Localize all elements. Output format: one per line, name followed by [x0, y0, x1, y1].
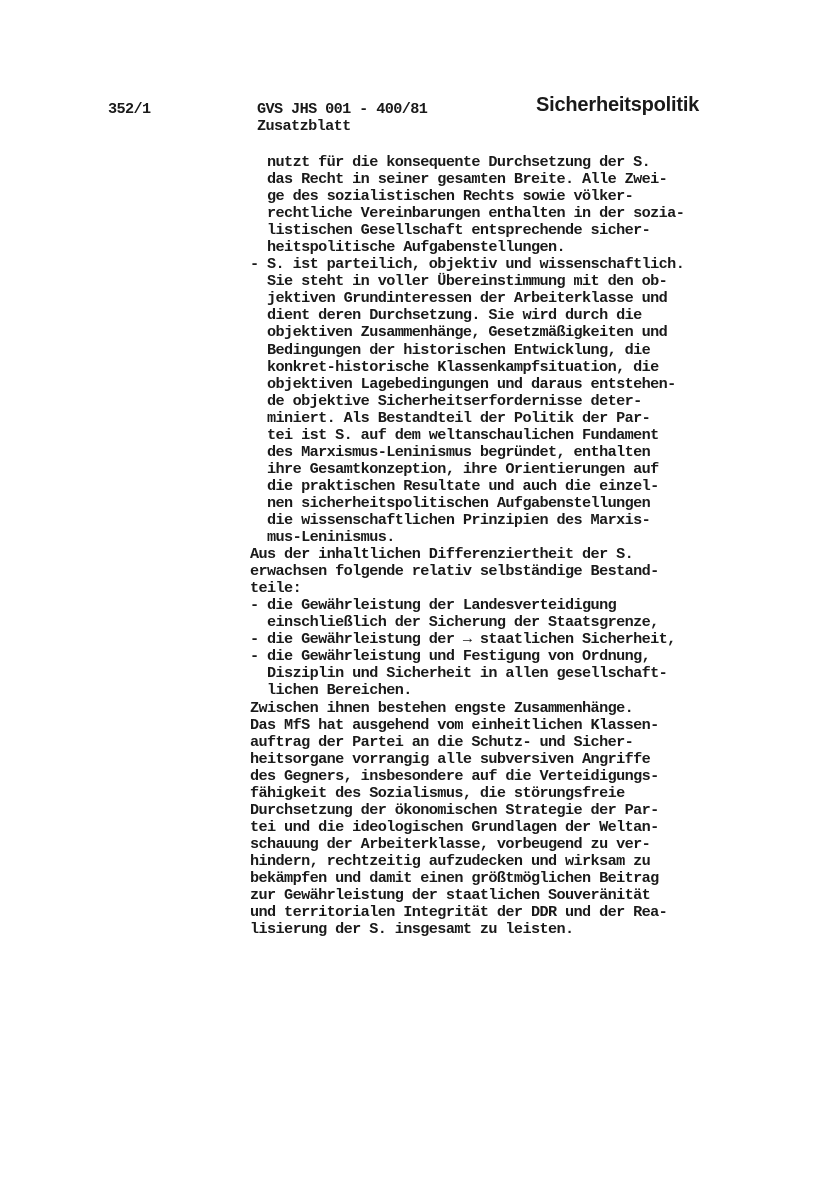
text-line: Disziplin und Sicherheit in allen gesellschaft- — [250, 664, 668, 683]
text-line: - die Gewährleistung und Festigung von Ordnung, — [250, 647, 651, 666]
text-line: auftrag der Partei an die Schutz- und Sicher- — [250, 732, 634, 751]
text-line: lichen Bereichen. — [250, 681, 412, 700]
text-line: die praktischen Resultate und auch die einzel- — [250, 476, 659, 495]
document-reference: GVS JHS 001 - 400/81 — [257, 100, 428, 118]
text-line: lisierung der S. insgesamt zu leisten. — [250, 920, 574, 939]
text-line: - die Gewährleistung der → staatlichen Sicherheit, — [250, 630, 676, 649]
text-line: Aus der inhaltlichen Differenziertheit der S. — [250, 545, 634, 564]
body-text — [250, 154, 684, 938]
text-line: rechtliche Vereinbarungen enthalten in der sozia- — [250, 204, 685, 223]
text-line: ihre Gesamtkonzeption, ihre Orientierungen auf — [250, 459, 659, 478]
text-line: einschließlich der Sicherung der Staatsgrenze, — [250, 613, 659, 632]
text-line: ge des sozialistischen Rechts sowie völker- — [250, 187, 634, 206]
text-line: - die Gewährleistung der Landesverteidigung — [250, 596, 617, 615]
text-line: jektiven Grundinteressen der Arbeiterklasse und — [250, 289, 668, 308]
text-line: das Recht in seiner gesamten Breite. Alle Zwei- — [250, 170, 668, 189]
text-line: mus-Leninismus. — [250, 528, 395, 547]
text-line: bekämpfen und damit einen größtmöglichen Beitrag — [250, 868, 659, 887]
text-line: dient deren Durchsetzung. Sie wird durch die — [250, 306, 642, 325]
text-line: erwachsen folgende relativ selbständige Bestand- — [250, 562, 659, 581]
text-line: Durchsetzung der ökonomischen Strategie der Par- — [250, 800, 659, 819]
text-line: konkret-historische Klassenkampfsituation, die — [250, 357, 659, 376]
text-line: die wissenschaftlichen Prinzipien des Marxis- — [250, 510, 651, 529]
text-line: schauung der Arbeiterklasse, vorbeugend zu ver- — [250, 834, 651, 853]
text-line: tei ist S. auf dem weltanschaulichen Fundament — [250, 425, 659, 444]
text-line: heitspolitische Aufgabenstellungen. — [250, 238, 566, 257]
text-line: des Gegners, insbesondere auf die Verteidigungs- — [250, 766, 659, 785]
text-line: teile: — [250, 579, 302, 598]
text-line: miniert. Als Bestandteil der Politik der Par- — [250, 408, 651, 427]
text-line: tei und die ideologischen Grundlagen der Weltan- — [250, 817, 659, 836]
sheet-label: Zusatzblatt — [257, 117, 351, 135]
text-line: de objektive Sicherheitserfordernisse deter- — [250, 391, 642, 410]
text-line: Das MfS hat ausgehend vom einheitlichen Klassen- — [250, 715, 659, 734]
text-line: nen sicherheitspolitischen Aufgabenstellungen — [250, 493, 651, 512]
section-title: Sicherheitspolitik — [536, 94, 700, 116]
text-line: Sie steht in voller Übereinstimmung mit den ob- — [250, 272, 668, 291]
text-line: listischen Gesellschaft entsprechende sicher- — [250, 221, 651, 240]
page-number: 352/1 — [108, 100, 151, 118]
text-line: zur Gewährleistung der staatlichen Souveränität — [250, 886, 651, 905]
text-line: Bedingungen der historischen Entwicklung, die — [250, 340, 651, 359]
text-line: nutzt für die konsequente Durchsetzung der S. — [250, 153, 651, 171]
text-line: - S. ist parteilich, objektiv und wissenschaftlich. — [250, 255, 685, 274]
text-line: Zwischen ihnen bestehen engste Zusammenhänge. — [250, 698, 634, 717]
text-line: des Marxismus-Leninismus begründet, enthalten — [250, 442, 651, 461]
text-line: objektiven Lagebedingungen und daraus entstehen- — [250, 374, 676, 393]
text-line: heitsorgane vorrangig alle subversiven Angriffe — [250, 749, 651, 768]
text-line: fähigkeit des Sozialismus, die störungsfreie — [250, 783, 625, 802]
text-line: hindern, rechtzeitig aufzudecken und wirksam zu — [250, 851, 651, 870]
text-line: und territorialen Integrität der DDR und der Rea- — [250, 903, 668, 922]
text-line: objektiven Zusammenhänge, Gesetzmäßigkeiten und — [250, 323, 668, 342]
